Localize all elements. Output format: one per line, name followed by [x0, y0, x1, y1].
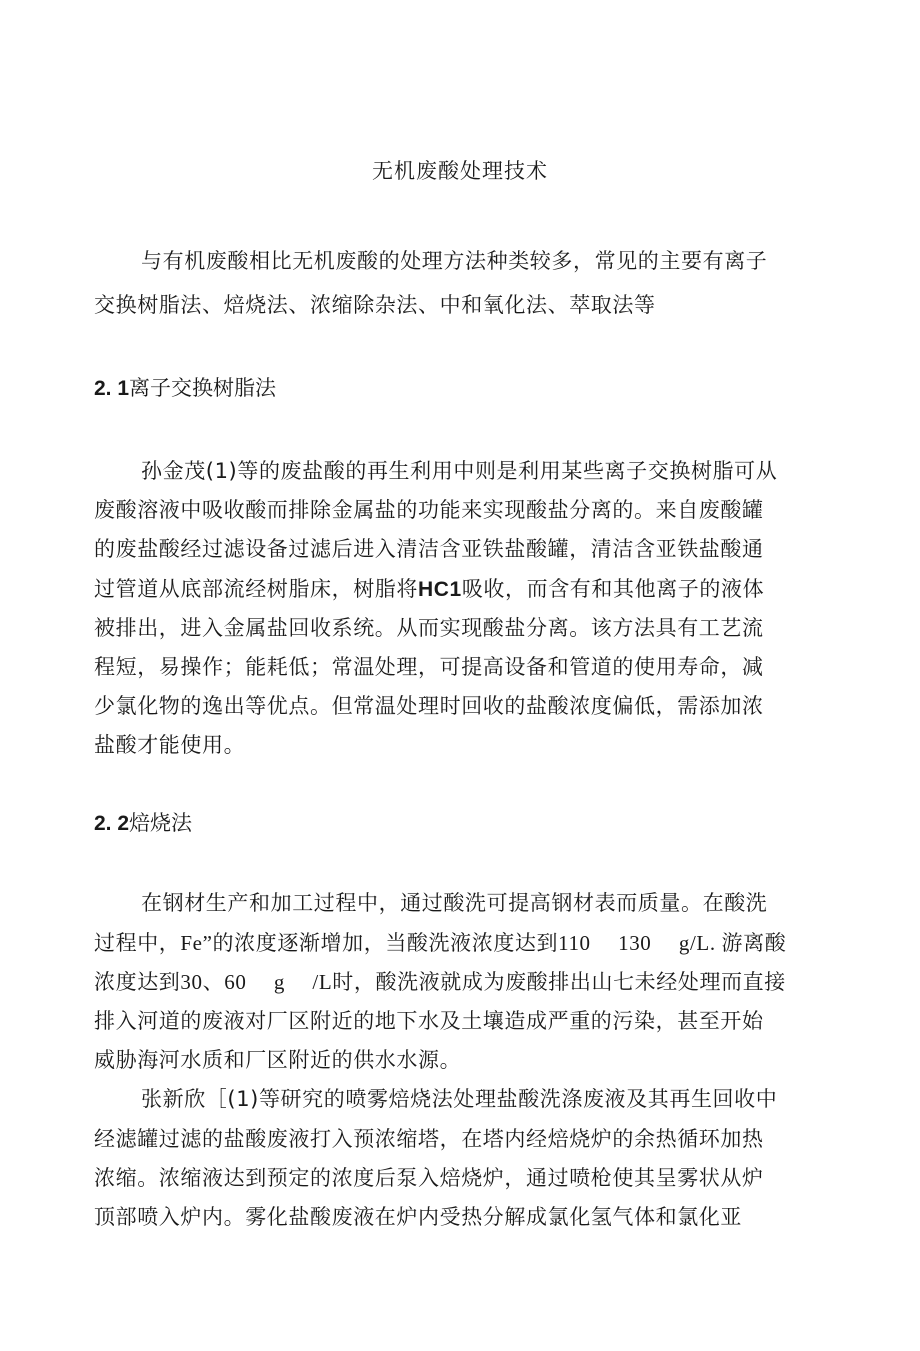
paragraph-line: 孙金茂(1)等的废盐酸的再生利用中则是利用某些离子交换树脂可从 [141, 459, 778, 483]
paragraph-line [94, 928, 786, 958]
paragraph-line: 被排出，进入金属盐回收系统。从而实现酸盐分离。该方法具有工艺流 [94, 616, 764, 640]
paragraph-line: 在钢材生产和加工过程中，通过酸洗可提高钢材表而质量。在酸洗 [141, 891, 768, 915]
text-run: 110 130 g/L. [558, 931, 722, 955]
section-number: 2. 1 [94, 377, 130, 400]
text-run: 过程中， [94, 931, 181, 955]
intro-line-2: 交换树脂法、焙烧法、浓缩除杂法、中和氧化法、萃取法等 [94, 293, 656, 317]
section-title: 焙烧法 [129, 811, 193, 835]
section-heading-2-1 [94, 373, 276, 404]
paragraph-line: 张新欣［(1)等研究的喷雾焙烧法处理盐酸洗涤废液及其再生回收中 [141, 1087, 778, 1111]
text-run: 60 g /L [224, 970, 333, 994]
paragraph-line: 少氯化物的逸出等优点。但常温处理时回收的盐酸浓度偏低，需添加浓 [94, 694, 764, 718]
text-run: 的浓度逐渐增加，当酸洗液浓度达到 [212, 931, 559, 955]
text-run: 时，酸洗液就成为废酸排出山七未经处理而直接 [332, 970, 786, 994]
paragraph-line: 顶部喷入炉内。雾化盐酸废液在炉内受热分解成氯化氢气体和氯化亚 [94, 1205, 742, 1229]
section-title: 离子交换树脂法 [129, 376, 277, 400]
text-run: 游离酸 [721, 931, 787, 955]
paragraph-line: 程短，易操作；能耗低；常温处理，可提高设备和管道的使用寿命，减 [94, 655, 764, 679]
text-run: 30 [180, 970, 203, 994]
text-run: Fe” [180, 931, 213, 955]
text-run: 浓度达到 [94, 970, 181, 994]
page-title: 无机废酸处理技术 [372, 159, 548, 183]
paragraph-line [94, 967, 786, 997]
paragraph-line [94, 574, 764, 605]
text-run: 、 [202, 970, 225, 994]
paragraph-line: 盐酸才能使用。 [94, 733, 246, 757]
paragraph-line: 废酸溶液中吸收酸而排除金属盐的功能来实现酸盐分离的。来自废酸罐 [94, 498, 764, 522]
paragraph-line: 排入河道的废液对厂区附近的地下水及土壤造成严重的污染，甚至开始 [94, 1009, 764, 1033]
paragraph-line: 经滤罐过滤的盐酸废液打入预浓缩塔，在塔内经焙烧炉的余热循环加热 [94, 1127, 764, 1151]
text-run: 过管道从底部流经树脂床，树脂将 [94, 577, 418, 601]
paragraph-line: 的废盐酸经过滤设备过滤后进入清洁含亚铁盐酸罐，清洁含亚铁盐酸通 [94, 537, 764, 561]
section-heading-2-2 [94, 808, 192, 839]
intro-line-1: 与有机废酸相比无机废酸的处理方法种类较多，常见的主要有离子 [141, 249, 768, 273]
paragraph-line: 浓缩。浓缩液达到预定的浓度后泵入焙烧炉，通过喷枪使其呈雾状从炉 [94, 1166, 764, 1190]
paragraph-line: 威胁海河水质和厂区附近的供水水源。 [94, 1048, 462, 1072]
section-number: 2. 2 [94, 812, 130, 835]
text-run: 吸收，而含有和其他离子的液体 [461, 577, 765, 601]
chemical-formula: HC1 [418, 578, 462, 601]
